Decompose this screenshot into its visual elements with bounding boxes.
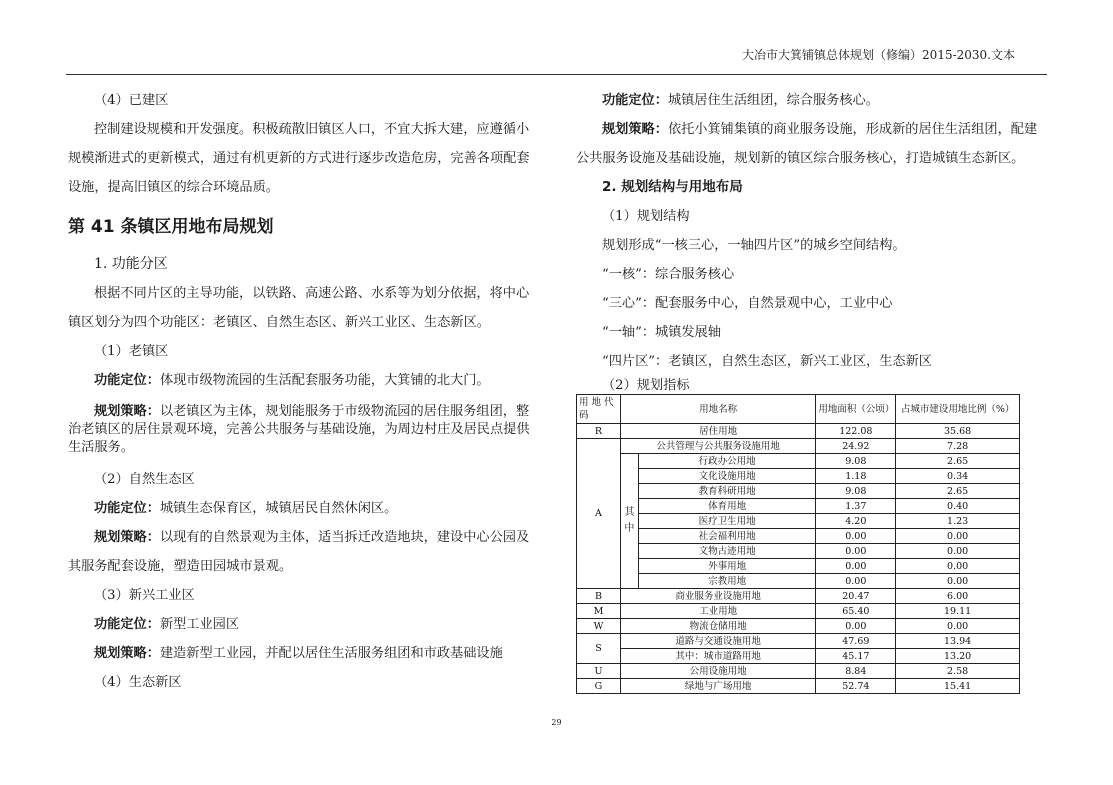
- cell-pct: 0.00: [896, 574, 1020, 589]
- cell-code: R: [577, 424, 621, 439]
- cell-area: 122.08: [816, 424, 896, 439]
- table-row: [577, 514, 1020, 529]
- text: 以现有的自然景观为主体，适当拆迁改造地块，建设中心公园及其服务配套设施，塑造田园城市景观。: [68, 530, 530, 574]
- table-row: [577, 469, 1020, 484]
- table-row: [577, 649, 1020, 664]
- cell-pct: 6.00: [896, 589, 1020, 604]
- label: 功能定位：: [94, 501, 160, 516]
- text: 建造新型工业园，并配以居住生活服务组团和市政基础设施: [159, 646, 503, 661]
- header-name: 用地名称: [620, 395, 815, 424]
- cell-pct: 0.00: [896, 559, 1020, 574]
- page-header: 大冶市大箕铺镇总体规划（修编）2015-2030.文本: [742, 48, 1015, 62]
- right-column: [576, 86, 1048, 396]
- label: 规划策略：: [94, 530, 160, 545]
- table-row: [577, 559, 1020, 574]
- table-row: [577, 664, 1020, 679]
- zone1-strategy: [68, 403, 538, 457]
- cell-name: 物流仓储用地: [620, 619, 815, 634]
- table-row: [577, 619, 1020, 634]
- cell-area: 1.37: [816, 499, 896, 514]
- cell-area: 8.84: [816, 664, 896, 679]
- cell-area: 9.08: [816, 484, 896, 499]
- cell-area: 47.69: [816, 634, 896, 649]
- cell-code: A: [577, 439, 621, 589]
- cell-name: 居住用地: [620, 424, 815, 439]
- built-area-title: （4）已建区: [94, 93, 169, 108]
- table-row: [577, 424, 1020, 439]
- structure-core: “一核”：综合服务核心: [602, 267, 735, 282]
- label: 功能定位：: [94, 373, 160, 388]
- cell-area: 0.00: [816, 619, 896, 634]
- table-row: [577, 679, 1020, 694]
- cell-pct: 2.65: [896, 454, 1020, 469]
- label: 规划策略：: [602, 122, 668, 137]
- cell-area: 0.00: [816, 559, 896, 574]
- cell-code: G: [577, 679, 621, 694]
- cell-pct: 13.20: [896, 649, 1020, 664]
- label: 功能定位：: [602, 93, 668, 108]
- cell-area: 45.17: [816, 649, 896, 664]
- cell-pct: 0.00: [896, 619, 1020, 634]
- cell-name: 公共管理与公共服务设施用地: [620, 439, 815, 454]
- cell-pct: 13.94: [896, 634, 1020, 649]
- structure-axis: “一轴”：城镇发展轴: [602, 325, 721, 340]
- cell-area: 0.00: [816, 574, 896, 589]
- zone3-positioning: [68, 610, 538, 639]
- cell-pct: 0.00: [896, 529, 1020, 544]
- cell-code: U: [577, 664, 621, 679]
- land-use-table: [576, 394, 1020, 694]
- table-row: [577, 499, 1020, 514]
- cell-pct: 2.58: [896, 664, 1020, 679]
- cell-area: 65.40: [816, 604, 896, 619]
- cell-name: 体育用地: [638, 499, 816, 514]
- cell-name: 道路与交通设施用地: [620, 634, 815, 649]
- table-row: [577, 454, 1020, 469]
- section-structure-layout: 2. 规划结构与用地布局: [602, 179, 743, 195]
- cell-name: 行政办公用地: [638, 454, 816, 469]
- cell-area: 9.08: [816, 454, 896, 469]
- cell-name: 宗教用地: [638, 574, 816, 589]
- label: 功能定位：: [94, 617, 160, 632]
- zoning-paragraph: 根据不同片区的主导功能，以铁路、高速公路、水系等为划分依据，将中心镇区划分为四个功能区：老镇区、自然生态区、新兴工业区、生态新区。: [68, 286, 530, 330]
- zone3-title: （3）新兴工业区: [94, 588, 195, 603]
- header-rule: [66, 74, 1047, 75]
- indicators-title: （2）规划指标: [602, 378, 690, 393]
- cell-name: 绿地与广场用地: [620, 679, 815, 694]
- table-row: [577, 544, 1020, 559]
- text: 依托小箕铺集镇的商业服务设施，形成新的居住生活组团，配建公共服务设施及基础设施，规划新的镇区综合服务核心，打造城镇生态新区。: [576, 122, 1038, 166]
- cell-area: 1.18: [816, 469, 896, 484]
- cell-pct: 35.68: [896, 424, 1020, 439]
- cell-name: 商业服务业设施用地: [620, 589, 815, 604]
- table-row: [577, 529, 1020, 544]
- table-row: [577, 634, 1020, 649]
- cell-name: 文化设施用地: [638, 469, 816, 484]
- table-row: [577, 439, 1020, 454]
- zone4-strategy: [576, 115, 1048, 173]
- cell-pct: 7.28: [896, 439, 1020, 454]
- cell-pct: 0.00: [896, 544, 1020, 559]
- cell-name: 文物古迹用地: [638, 544, 816, 559]
- page-number: 29: [551, 718, 562, 727]
- text: 体现市级物流园的生活配套服务功能，大箕铺的北大门。: [159, 373, 490, 388]
- zone4-title: （4）生态新区: [94, 675, 182, 690]
- zone1-title: （1）老镇区: [94, 344, 169, 359]
- header-code: 用 地 代 码: [577, 395, 621, 424]
- zone4-positioning: [576, 86, 1048, 115]
- table-row: [577, 604, 1020, 619]
- cell-pct: 0.40: [896, 499, 1020, 514]
- article-title: 第 41 条镇区用地布局规划: [68, 217, 274, 237]
- structure-summary: 规划形成“一核三心，一轴四片区”的城乡空间结构。: [602, 238, 906, 253]
- cell-area: 0.00: [816, 529, 896, 544]
- text: 以老镇区为主体，规划能服务于市级物流园的居住服务组团，整治老镇区的居住景观环境，完善公共服务与基础设施，为周边村庄及居民点提供生活服务。: [68, 404, 530, 455]
- text: 新型工业园区: [159, 617, 240, 632]
- cell-sub-label: 其中: [620, 454, 638, 589]
- cell-pct: 2.65: [896, 484, 1020, 499]
- cell-name: 教育科研用地: [638, 484, 816, 499]
- cell-area: 52.74: [816, 679, 896, 694]
- zone2-positioning: [68, 494, 538, 523]
- header-area: 用地面积（公顷）: [816, 395, 896, 424]
- cell-name: 社会福利用地: [638, 529, 816, 544]
- cell-area: 24.92: [816, 439, 896, 454]
- zone3-strategy: [68, 639, 538, 668]
- cell-code: S: [577, 634, 621, 664]
- cell-name: 医疗卫生用地: [638, 514, 816, 529]
- section-functional-zoning: 1. 功能分区: [94, 256, 168, 272]
- cell-pct: 19.11: [896, 604, 1020, 619]
- structure-title: （1）规划结构: [602, 209, 690, 224]
- cell-name: 外事用地: [638, 559, 816, 574]
- cell-pct: 15.41: [896, 679, 1020, 694]
- zone2-strategy: [68, 523, 538, 581]
- header-pct: 占城市建设用地比例（%）: [896, 395, 1020, 424]
- cell-code: B: [577, 589, 621, 604]
- label: 规划策略：: [94, 404, 160, 419]
- label: 规划策略：: [94, 646, 160, 661]
- cell-name: 公用设施用地: [620, 664, 815, 679]
- table-header-row: [577, 395, 1020, 424]
- cell-code: M: [577, 604, 621, 619]
- cell-code: W: [577, 619, 621, 634]
- cell-area: 20.47: [816, 589, 896, 604]
- text: 城镇居住生活组团，综合服务核心。: [667, 93, 879, 108]
- zone2-title: （2）自然生态区: [94, 472, 195, 487]
- built-area-paragraph: 控制建设规模和开发强度。积极疏散旧镇区人口，不宜大拆大建，应遵循小规模渐进式的更新模式，通过有机更新的方式进行逐步改造危房，完善各项配套设施，提高旧镇区的综合环境品质。: [68, 122, 530, 195]
- text: 城镇生态保育区，城镇居民自然休闲区。: [159, 501, 398, 516]
- cell-area: 4.20: [816, 514, 896, 529]
- left-column: [68, 86, 538, 697]
- cell-area: 0.00: [816, 544, 896, 559]
- cell-pct: 0.34: [896, 469, 1020, 484]
- table-row: [577, 574, 1020, 589]
- table-row: [577, 589, 1020, 604]
- table-row: [577, 484, 1020, 499]
- cell-pct: 1.23: [896, 514, 1020, 529]
- zone1-positioning: [68, 366, 538, 395]
- cell-name: 其中：城市道路用地: [620, 649, 815, 664]
- cell-name: 工业用地: [620, 604, 815, 619]
- structure-centers: “三心”：配套服务中心，自然景观中心，工业中心: [602, 296, 893, 311]
- structure-zones: “四片区”：老镇区，自然生态区，新兴工业区，生态新区: [602, 354, 932, 369]
